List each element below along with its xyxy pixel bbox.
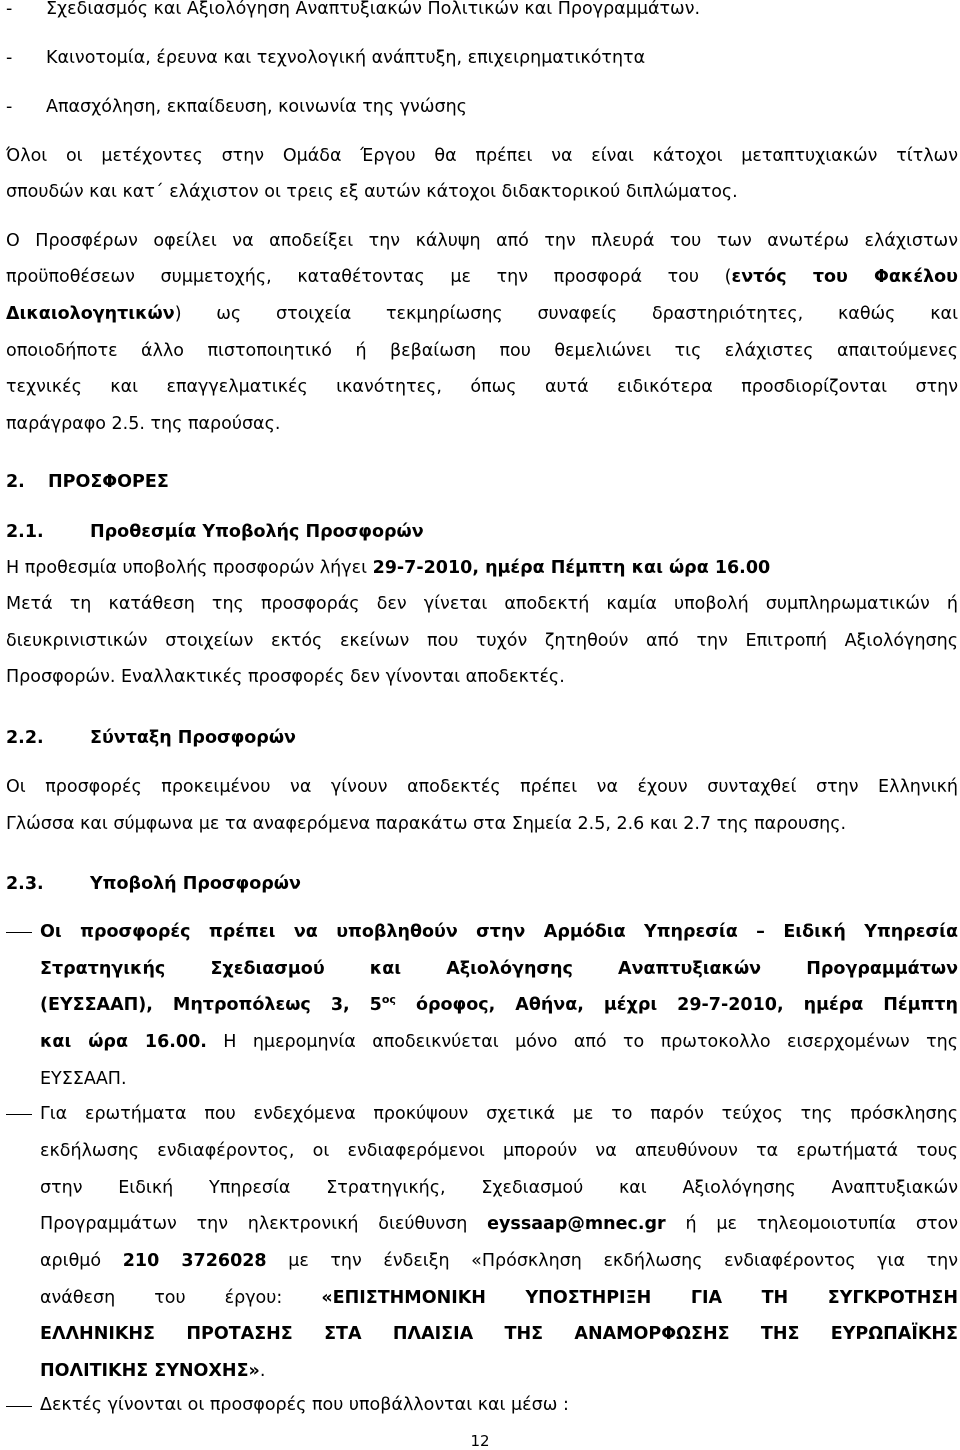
- list-item-line: Στρατηγικής Σχεδιασμού και Αξιολόγησης Αναπτυξιακών Προγραμμάτων: [40, 959, 958, 979]
- email-link[interactable]: eyssaap@mnec.gr: [487, 1214, 666, 1234]
- bold-text: 29-7-2010, ημέρα Πέμπτη και ώρα 16.00: [372, 558, 771, 578]
- list-item-line: (ΕΥΣΣΑΑΠ), Μητροπόλεως 3, $5^{o\varsigma}$ όροφος, Αθήνα, μέχρι 29-7-2010, ημέρα Πέμπτη: [40, 993, 959, 1015]
- dash-marker: -: [6, 97, 13, 117]
- paragraph-line: Όλοι οι μετέχοντες στην Ομάδα Έργου θα πρέπει να είναι κάτοχοι μεταπτυχιακών τίτλων: [6, 146, 958, 166]
- paragraph-line: Ο Προσφέρων οφείλει να αποδείξει την κάλυψη από την πλευρά του των ανωτέρω ελάχιστων: [6, 231, 958, 251]
- section-heading: 2.2. Σύνταξη Προσφορών: [6, 728, 296, 748]
- list-item-line: αριθμό 210 3726028 με την ένδειξη «Πρόσκληση εκδήλωσης ενδιαφέροντος για την: [40, 1251, 958, 1271]
- list-item-line: ανάθεση του έργου: «ΕΠΙΣΤΗΜΟΝΙΚΗ ΥΠΟΣΤΗΡΙΞΗ ΓΙΑ ΤΗ ΣΥΓΚΡΟΤΗΣΗ: [40, 1288, 958, 1308]
- list-item-line: και ώρα 16.00. Η ημερομηνία αποδεικνύεται μόνο από το πρωτοκολλο εισερχομένων της: [40, 1032, 958, 1052]
- bold-text: Δικαιολογητικών: [6, 304, 175, 324]
- superscript: ος: [381, 993, 396, 1006]
- list-item: [6, 1, 958, 19]
- list-item-text: Καινοτομία, έρευνα και τεχνολογική ανάπτυξη, επιχειρηματικότητα: [46, 48, 646, 68]
- section-heading: 2.1. Προθεσμία Υποβολής Προσφορών: [6, 522, 424, 542]
- list-item: [6, 99, 958, 117]
- phone-number: 210 3726028: [122, 1251, 267, 1271]
- paragraph-line: διευκρινιστικών στοιχείων εκτός εκείνων που τυχόν ζητηθούν από την Επιτροπή Αξιολόγησης: [6, 631, 958, 651]
- list-item-line: Δεκτές γίνονται οι προσφορές που υποβάλλονται και μέσω :: [40, 1395, 569, 1415]
- list-item-line: ΕΥΣΣΑΑΠ.: [40, 1069, 127, 1089]
- bold-text: και ώρα 16.00.: [40, 1032, 207, 1052]
- list-item-line: Για ερωτήματα που ενδεχόμενα προκύψουν σχετικά με το παρόν τεύχος της πρόσκλησης: [40, 1104, 958, 1124]
- section-heading: 2. ΠΡΟΣΦΟΡΕΣ: [6, 472, 169, 492]
- list-item-line: ΠΟΛΙΤΙΚΗΣ ΣΥΝΟΧΗΣ».: [40, 1361, 266, 1381]
- em-dash-marker: [6, 932, 32, 933]
- em-dash-marker: [6, 1114, 32, 1115]
- bold-text: «ΕΠΙΣΤΗΜΟΝΙΚΗ ΥΠΟΣΤΗΡΙΞΗ ΓΙΑ ΤΗ ΣΥΓΚΡΟΤΗΣΗ: [321, 1288, 958, 1308]
- dash-marker: -: [6, 0, 13, 19]
- page-number: 12: [470, 1432, 490, 1450]
- paragraph-line: παράγραφο 2.5. της παρούσας.: [6, 414, 281, 434]
- paragraph-line: Γλώσσα και σύμφωνα με τα αναφερόμενα παρακάτω στα Σημεία 2.5, 2.6 και 2.7 της παρουσης.: [6, 814, 847, 834]
- paragraph-line: οποιοδήποτε άλλο πιστοποιητικό ή βεβαίωση που θεμελιώνει τις ελάχιστες απαιτούμενες: [6, 341, 958, 361]
- paragraph-line: Οι προσφορές προκειμένου να γίνουν αποδεκτές πρέπει να έχουν συνταχθεί στην Ελληνική: [6, 777, 958, 797]
- em-dash-marker: [6, 1406, 32, 1407]
- dash-marker: -: [6, 48, 13, 68]
- deadline-line: Η προθεσμία υποβολής προσφορών λήγει 29-7-2010, ημέρα Πέμπτη και ώρα 16.00: [6, 558, 771, 578]
- section-heading: 2.3. Υποβολή Προσφορών: [6, 874, 301, 894]
- paragraph-line: Προσφορών. Εναλλακτικές προσφορές δεν γίνονται αποδεκτές.: [6, 667, 565, 687]
- paragraph-line: Δικαιολογητικών) ως στοιχεία τεκμηρίωσης συναφείς δραστηριότητες, καθώς και: [6, 304, 958, 324]
- paragraph-line: Μετά τη κατάθεση της προσφοράς δεν γίνεται αποδεκτή καμία υποβολή συμπληρωματικών ή: [6, 594, 958, 614]
- list-item: [6, 50, 958, 68]
- list-item-text: Απασχόληση, εκπαίδευση, κοινωνία της γνώσης: [46, 97, 467, 117]
- bold-text: εντός του Φακέλου: [731, 267, 958, 287]
- list-item-line: Οι προσφορές πρέπει να υποβληθούν στην Αρμόδια Υπηρεσία – Ειδική Υπηρεσία: [40, 922, 958, 942]
- bold-text: ΠΟΛΙΤΙΚΗΣ ΣΥΝΟΧΗΣ»: [40, 1361, 260, 1381]
- list-item-line: στην Ειδική Υπηρεσία Στρατηγικής, Σχεδιασμού και Αξιολόγησης Αναπτυξιακών: [40, 1178, 958, 1198]
- list-item-line: ΕΛΛΗΝΙΚΗΣ ΠΡΟΤΑΣΗΣ ΣΤΑ ΠΛΑΙΣΙΑ ΤΗΣ ΑΝΑΜΟΡΦΩΣΗΣ ΤΗΣ ΕΥΡΩΠΑΪΚΗΣ: [40, 1324, 958, 1344]
- list-item-line: εκδήλωσης ενδιαφέροντος, οι ενδιαφερόμενοι μπορούν να απευθύνουν τα ερωτήματά τους: [40, 1141, 958, 1161]
- paragraph-line: σπουδών και κατ΄ ελάχιστον οι τρεις εξ αυτών κάτοχοι διδακτορικού διπλώματος.: [6, 182, 738, 202]
- paragraph-line: τεχνικές και επαγγελματικές ικανότητες, όπως αυτά ειδικότερα προσδιορίζονται στην: [6, 377, 958, 397]
- list-item-line: Προγραμμάτων την ηλεκτρονική διεύθυνση eyssaap@mnec.gr ή με τηλεομοιοτυπία στον: [40, 1214, 958, 1234]
- paragraph-line: προϋποθέσεων συμμετοχής, καταθέτοντας με την προσφορά του (εντός του Φακέλου: [6, 267, 958, 287]
- list-item-text: Σχεδιασμός και Αξιολόγηση Αναπτυξιακών Πολιτικών και Προγραμμάτων.: [46, 0, 701, 19]
